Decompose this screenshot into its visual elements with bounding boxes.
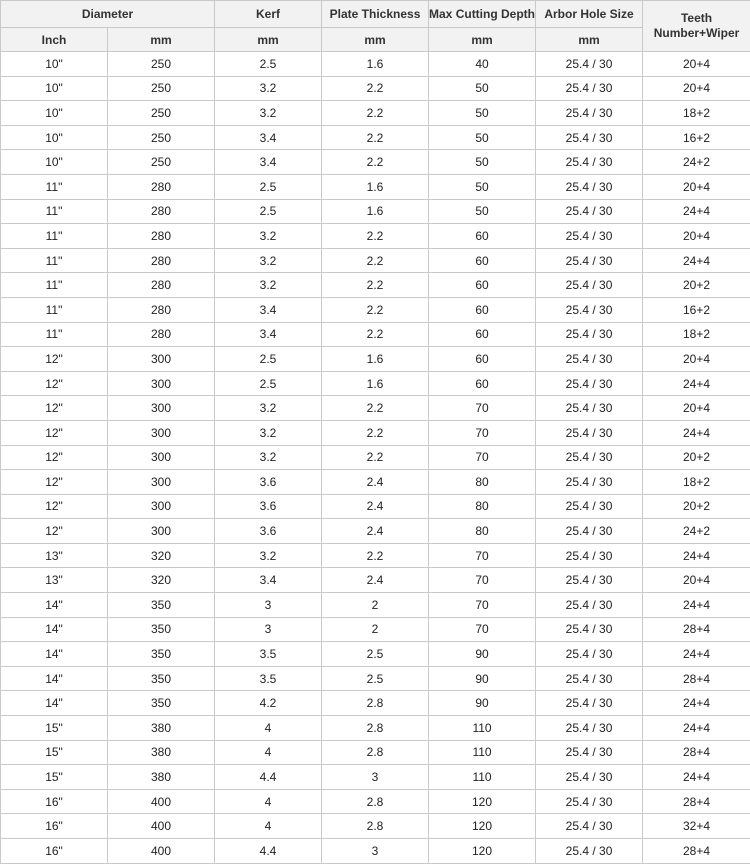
cell-kerf: 3.6	[215, 470, 322, 495]
cell-diameter-mm: 250	[108, 76, 215, 101]
cell-max-cutting-depth: 120	[429, 789, 536, 814]
cell-plate-thickness: 1.6	[322, 199, 429, 224]
cell-max-cutting-depth: 80	[429, 470, 536, 495]
cell-diameter-mm: 300	[108, 470, 215, 495]
cell-arbor-hole-size: 25.4 / 30	[536, 174, 643, 199]
table-row	[1, 543, 750, 568]
cell-kerf: 3	[215, 617, 322, 642]
cell-arbor-hole-size: 25.4 / 30	[536, 642, 643, 667]
cell-teeth: 24+2	[643, 519, 750, 544]
cell-teeth: 24+4	[643, 593, 750, 618]
cell-teeth: 24+2	[643, 150, 750, 175]
cell-max-cutting-depth: 70	[429, 420, 536, 445]
cell-inch: 12"	[1, 519, 108, 544]
cell-diameter-mm: 320	[108, 568, 215, 593]
cell-arbor-hole-size: 25.4 / 30	[536, 273, 643, 298]
cell-teeth: 24+4	[643, 716, 750, 741]
table-row	[1, 765, 750, 790]
cell-arbor-hole-size: 25.4 / 30	[536, 101, 643, 126]
subheader-inch: Inch	[1, 28, 108, 52]
subheader-diameter-mm: mm	[108, 28, 215, 52]
cell-kerf: 3.5	[215, 642, 322, 667]
cell-inch: 12"	[1, 396, 108, 421]
cell-kerf: 4.2	[215, 691, 322, 716]
table-row	[1, 76, 750, 101]
cell-teeth: 24+4	[643, 199, 750, 224]
cell-teeth: 16+2	[643, 297, 750, 322]
cell-inch: 14"	[1, 666, 108, 691]
cell-kerf: 4	[215, 814, 322, 839]
cell-kerf: 4	[215, 740, 322, 765]
cell-arbor-hole-size: 25.4 / 30	[536, 420, 643, 445]
cell-inch: 11"	[1, 224, 108, 249]
cell-diameter-mm: 380	[108, 740, 215, 765]
cell-teeth: 18+2	[643, 101, 750, 126]
cell-max-cutting-depth: 110	[429, 765, 536, 790]
cell-kerf: 3.5	[215, 666, 322, 691]
header-max-cutting-depth: Max Cutting Depth	[429, 1, 536, 28]
cell-kerf: 2.5	[215, 371, 322, 396]
cell-plate-thickness: 2.2	[322, 543, 429, 568]
cell-inch: 11"	[1, 297, 108, 322]
cell-inch: 12"	[1, 347, 108, 372]
cell-teeth: 28+4	[643, 740, 750, 765]
subheader-depth-mm: mm	[429, 28, 536, 52]
cell-plate-thickness: 2.8	[322, 740, 429, 765]
cell-max-cutting-depth: 90	[429, 666, 536, 691]
cell-inch: 12"	[1, 470, 108, 495]
cell-kerf: 4	[215, 716, 322, 741]
cell-inch: 15"	[1, 716, 108, 741]
cell-teeth: 20+2	[643, 445, 750, 470]
table-row	[1, 101, 750, 126]
table-row	[1, 420, 750, 445]
cell-inch: 16"	[1, 839, 108, 864]
table-row	[1, 297, 750, 322]
cell-plate-thickness: 2.2	[322, 396, 429, 421]
header-arbor-hole-size: Arbor Hole Size	[536, 1, 643, 28]
cell-teeth: 28+4	[643, 617, 750, 642]
cell-diameter-mm: 250	[108, 150, 215, 175]
cell-arbor-hole-size: 25.4 / 30	[536, 322, 643, 347]
table-row	[1, 150, 750, 175]
cell-max-cutting-depth: 70	[429, 593, 536, 618]
cell-arbor-hole-size: 25.4 / 30	[536, 297, 643, 322]
cell-plate-thickness: 2.2	[322, 150, 429, 175]
cell-plate-thickness: 2	[322, 617, 429, 642]
cell-teeth: 20+4	[643, 347, 750, 372]
cell-max-cutting-depth: 50	[429, 76, 536, 101]
table-row	[1, 666, 750, 691]
cell-inch: 11"	[1, 199, 108, 224]
cell-max-cutting-depth: 120	[429, 814, 536, 839]
table-row	[1, 519, 750, 544]
cell-plate-thickness: 1.6	[322, 371, 429, 396]
cell-plate-thickness: 2.2	[322, 297, 429, 322]
cell-arbor-hole-size: 25.4 / 30	[536, 125, 643, 150]
cell-teeth: 28+4	[643, 789, 750, 814]
cell-inch: 11"	[1, 174, 108, 199]
cell-diameter-mm: 400	[108, 789, 215, 814]
cell-max-cutting-depth: 60	[429, 248, 536, 273]
cell-diameter-mm: 280	[108, 224, 215, 249]
cell-max-cutting-depth: 70	[429, 445, 536, 470]
table-row	[1, 593, 750, 618]
table-row	[1, 52, 750, 77]
cell-inch: 11"	[1, 273, 108, 298]
table-row	[1, 839, 750, 864]
cell-plate-thickness: 1.6	[322, 52, 429, 77]
cell-kerf: 3.2	[215, 420, 322, 445]
cell-max-cutting-depth: 60	[429, 224, 536, 249]
cell-max-cutting-depth: 50	[429, 125, 536, 150]
cell-diameter-mm: 400	[108, 839, 215, 864]
cell-arbor-hole-size: 25.4 / 30	[536, 396, 643, 421]
cell-kerf: 4.4	[215, 765, 322, 790]
table-row	[1, 273, 750, 298]
cell-inch: 10"	[1, 76, 108, 101]
cell-inch: 12"	[1, 420, 108, 445]
cell-diameter-mm: 350	[108, 691, 215, 716]
cell-arbor-hole-size: 25.4 / 30	[536, 347, 643, 372]
cell-inch: 15"	[1, 765, 108, 790]
cell-arbor-hole-size: 25.4 / 30	[536, 150, 643, 175]
header-teeth-line2: Number+Wiper	[653, 26, 740, 40]
cell-teeth: 16+2	[643, 125, 750, 150]
cell-diameter-mm: 280	[108, 322, 215, 347]
cell-inch: 11"	[1, 322, 108, 347]
table-header	[1, 1, 750, 52]
table-row	[1, 642, 750, 667]
table-row	[1, 199, 750, 224]
cell-kerf: 4	[215, 789, 322, 814]
cell-inch: 14"	[1, 593, 108, 618]
cell-max-cutting-depth: 60	[429, 371, 536, 396]
cell-arbor-hole-size: 25.4 / 30	[536, 371, 643, 396]
subheader-arbor-mm: mm	[536, 28, 643, 52]
cell-plate-thickness: 2.4	[322, 494, 429, 519]
cell-plate-thickness: 2	[322, 593, 429, 618]
cell-inch: 16"	[1, 789, 108, 814]
cell-max-cutting-depth: 90	[429, 642, 536, 667]
cell-diameter-mm: 280	[108, 248, 215, 273]
cell-max-cutting-depth: 90	[429, 691, 536, 716]
cell-max-cutting-depth: 80	[429, 494, 536, 519]
cell-kerf: 2.5	[215, 347, 322, 372]
header-diameter: Diameter	[1, 1, 215, 28]
cell-inch: 12"	[1, 371, 108, 396]
cell-max-cutting-depth: 120	[429, 839, 536, 864]
cell-plate-thickness: 2.5	[322, 666, 429, 691]
cell-arbor-hole-size: 25.4 / 30	[536, 76, 643, 101]
cell-plate-thickness: 3	[322, 839, 429, 864]
cell-diameter-mm: 300	[108, 347, 215, 372]
cell-max-cutting-depth: 50	[429, 174, 536, 199]
cell-kerf: 3.2	[215, 445, 322, 470]
cell-arbor-hole-size: 25.4 / 30	[536, 789, 643, 814]
header-kerf: Kerf	[215, 1, 322, 28]
cell-diameter-mm: 250	[108, 125, 215, 150]
cell-kerf: 3.4	[215, 150, 322, 175]
cell-arbor-hole-size: 25.4 / 30	[536, 666, 643, 691]
cell-diameter-mm: 380	[108, 716, 215, 741]
cell-teeth: 20+2	[643, 273, 750, 298]
cell-max-cutting-depth: 40	[429, 52, 536, 77]
header-teeth	[643, 1, 750, 52]
cell-teeth: 28+4	[643, 666, 750, 691]
cell-max-cutting-depth: 70	[429, 543, 536, 568]
cell-plate-thickness: 2.2	[322, 248, 429, 273]
cell-plate-thickness: 2.2	[322, 125, 429, 150]
cell-teeth: 20+4	[643, 174, 750, 199]
cell-plate-thickness: 2.2	[322, 445, 429, 470]
cell-plate-thickness: 2.4	[322, 519, 429, 544]
cell-teeth: 24+4	[643, 691, 750, 716]
table-row	[1, 691, 750, 716]
cell-diameter-mm: 300	[108, 445, 215, 470]
cell-plate-thickness: 2.8	[322, 814, 429, 839]
cell-inch: 12"	[1, 494, 108, 519]
cell-teeth: 20+4	[643, 568, 750, 593]
table-row	[1, 322, 750, 347]
cell-plate-thickness: 3	[322, 765, 429, 790]
subheader-plate-mm: mm	[322, 28, 429, 52]
cell-teeth: 20+2	[643, 494, 750, 519]
header-plate-thickness: Plate Thickness	[322, 1, 429, 28]
cell-plate-thickness: 2.4	[322, 568, 429, 593]
table-row	[1, 248, 750, 273]
cell-max-cutting-depth: 50	[429, 199, 536, 224]
cell-teeth: 20+4	[643, 396, 750, 421]
table-row	[1, 396, 750, 421]
cell-plate-thickness: 2.2	[322, 273, 429, 298]
cell-arbor-hole-size: 25.4 / 30	[536, 814, 643, 839]
cell-inch: 13"	[1, 543, 108, 568]
header-teeth-line1: Teeth	[680, 11, 713, 25]
cell-kerf: 2.5	[215, 199, 322, 224]
table-row	[1, 494, 750, 519]
cell-diameter-mm: 350	[108, 593, 215, 618]
cell-inch: 14"	[1, 642, 108, 667]
cell-plate-thickness: 1.6	[322, 174, 429, 199]
table-row	[1, 371, 750, 396]
cell-arbor-hole-size: 25.4 / 30	[536, 248, 643, 273]
cell-diameter-mm: 300	[108, 420, 215, 445]
cell-inch: 16"	[1, 814, 108, 839]
cell-kerf: 3.2	[215, 273, 322, 298]
cell-diameter-mm: 400	[108, 814, 215, 839]
cell-max-cutting-depth: 70	[429, 617, 536, 642]
cell-inch: 10"	[1, 150, 108, 175]
cell-max-cutting-depth: 50	[429, 150, 536, 175]
cell-kerf: 3.4	[215, 297, 322, 322]
cell-max-cutting-depth: 60	[429, 322, 536, 347]
cell-diameter-mm: 350	[108, 617, 215, 642]
cell-arbor-hole-size: 25.4 / 30	[536, 52, 643, 77]
cell-max-cutting-depth: 60	[429, 273, 536, 298]
cell-kerf: 3.2	[215, 76, 322, 101]
cell-kerf: 3.4	[215, 125, 322, 150]
cell-plate-thickness: 2.8	[322, 691, 429, 716]
cell-inch: 10"	[1, 52, 108, 77]
cell-arbor-hole-size: 25.4 / 30	[536, 839, 643, 864]
cell-arbor-hole-size: 25.4 / 30	[536, 224, 643, 249]
cell-kerf: 2.5	[215, 52, 322, 77]
cell-arbor-hole-size: 25.4 / 30	[536, 568, 643, 593]
cell-diameter-mm: 350	[108, 666, 215, 691]
cell-plate-thickness: 2.8	[322, 789, 429, 814]
cell-teeth: 18+2	[643, 322, 750, 347]
cell-diameter-mm: 300	[108, 494, 215, 519]
cell-diameter-mm: 250	[108, 52, 215, 77]
cell-diameter-mm: 300	[108, 519, 215, 544]
cell-kerf: 3.4	[215, 322, 322, 347]
cell-arbor-hole-size: 25.4 / 30	[536, 519, 643, 544]
table-row	[1, 716, 750, 741]
table-row	[1, 224, 750, 249]
cell-diameter-mm: 280	[108, 273, 215, 298]
cell-kerf: 3.6	[215, 494, 322, 519]
cell-inch: 15"	[1, 740, 108, 765]
cell-arbor-hole-size: 25.4 / 30	[536, 445, 643, 470]
table-row	[1, 125, 750, 150]
cell-arbor-hole-size: 25.4 / 30	[536, 716, 643, 741]
cell-kerf: 3	[215, 593, 322, 618]
cell-arbor-hole-size: 25.4 / 30	[536, 691, 643, 716]
subheader-kerf-mm: mm	[215, 28, 322, 52]
cell-kerf: 2.5	[215, 174, 322, 199]
cell-inch: 12"	[1, 445, 108, 470]
table-row	[1, 789, 750, 814]
cell-diameter-mm: 280	[108, 297, 215, 322]
cell-kerf: 4.4	[215, 839, 322, 864]
cell-kerf: 3.2	[215, 396, 322, 421]
cell-teeth: 24+4	[643, 248, 750, 273]
cell-diameter-mm: 320	[108, 543, 215, 568]
cell-diameter-mm: 280	[108, 199, 215, 224]
cell-plate-thickness: 2.2	[322, 420, 429, 445]
cell-max-cutting-depth: 70	[429, 568, 536, 593]
cell-teeth: 20+4	[643, 224, 750, 249]
table-row	[1, 347, 750, 372]
cell-max-cutting-depth: 110	[429, 716, 536, 741]
cell-kerf: 3.2	[215, 248, 322, 273]
cell-arbor-hole-size: 25.4 / 30	[536, 617, 643, 642]
table-row	[1, 445, 750, 470]
cell-plate-thickness: 2.2	[322, 322, 429, 347]
cell-teeth: 24+4	[643, 371, 750, 396]
cell-diameter-mm: 350	[108, 642, 215, 667]
cell-arbor-hole-size: 25.4 / 30	[536, 593, 643, 618]
table-row	[1, 568, 750, 593]
table-row	[1, 470, 750, 495]
cell-teeth: 24+4	[643, 420, 750, 445]
cell-kerf: 3.6	[215, 519, 322, 544]
cell-teeth: 32+4	[643, 814, 750, 839]
cell-diameter-mm: 280	[108, 174, 215, 199]
cell-inch: 13"	[1, 568, 108, 593]
cell-teeth: 24+4	[643, 642, 750, 667]
cell-kerf: 3.2	[215, 224, 322, 249]
table-body	[1, 52, 750, 864]
cell-arbor-hole-size: 25.4 / 30	[536, 543, 643, 568]
cell-max-cutting-depth: 70	[429, 396, 536, 421]
table-row	[1, 617, 750, 642]
cell-inch: 11"	[1, 248, 108, 273]
table-row	[1, 174, 750, 199]
cell-kerf: 3.4	[215, 568, 322, 593]
cell-inch: 10"	[1, 125, 108, 150]
cell-teeth: 24+4	[643, 765, 750, 790]
table-row	[1, 740, 750, 765]
cell-inch: 10"	[1, 101, 108, 126]
cell-plate-thickness: 1.6	[322, 347, 429, 372]
cell-arbor-hole-size: 25.4 / 30	[536, 199, 643, 224]
cell-plate-thickness: 2.2	[322, 76, 429, 101]
cell-diameter-mm: 250	[108, 101, 215, 126]
cell-kerf: 3.2	[215, 101, 322, 126]
cell-max-cutting-depth: 50	[429, 101, 536, 126]
cell-plate-thickness: 2.2	[322, 224, 429, 249]
cell-max-cutting-depth: 60	[429, 297, 536, 322]
cell-arbor-hole-size: 25.4 / 30	[536, 494, 643, 519]
cell-diameter-mm: 300	[108, 371, 215, 396]
cell-teeth: 24+4	[643, 543, 750, 568]
cell-teeth: 18+2	[643, 470, 750, 495]
cell-diameter-mm: 300	[108, 396, 215, 421]
cell-kerf: 3.2	[215, 543, 322, 568]
cell-diameter-mm: 380	[108, 765, 215, 790]
cell-max-cutting-depth: 60	[429, 347, 536, 372]
cell-arbor-hole-size: 25.4 / 30	[536, 740, 643, 765]
cell-arbor-hole-size: 25.4 / 30	[536, 470, 643, 495]
cell-inch: 14"	[1, 617, 108, 642]
cell-plate-thickness: 2.4	[322, 470, 429, 495]
cell-max-cutting-depth: 110	[429, 740, 536, 765]
cell-teeth: 20+4	[643, 76, 750, 101]
cell-plate-thickness: 2.5	[322, 642, 429, 667]
cell-max-cutting-depth: 80	[429, 519, 536, 544]
cell-teeth: 20+4	[643, 52, 750, 77]
cell-inch: 14"	[1, 691, 108, 716]
cell-plate-thickness: 2.8	[322, 716, 429, 741]
table-row	[1, 814, 750, 839]
cell-teeth: 28+4	[643, 839, 750, 864]
cell-arbor-hole-size: 25.4 / 30	[536, 765, 643, 790]
cell-plate-thickness: 2.2	[322, 101, 429, 126]
